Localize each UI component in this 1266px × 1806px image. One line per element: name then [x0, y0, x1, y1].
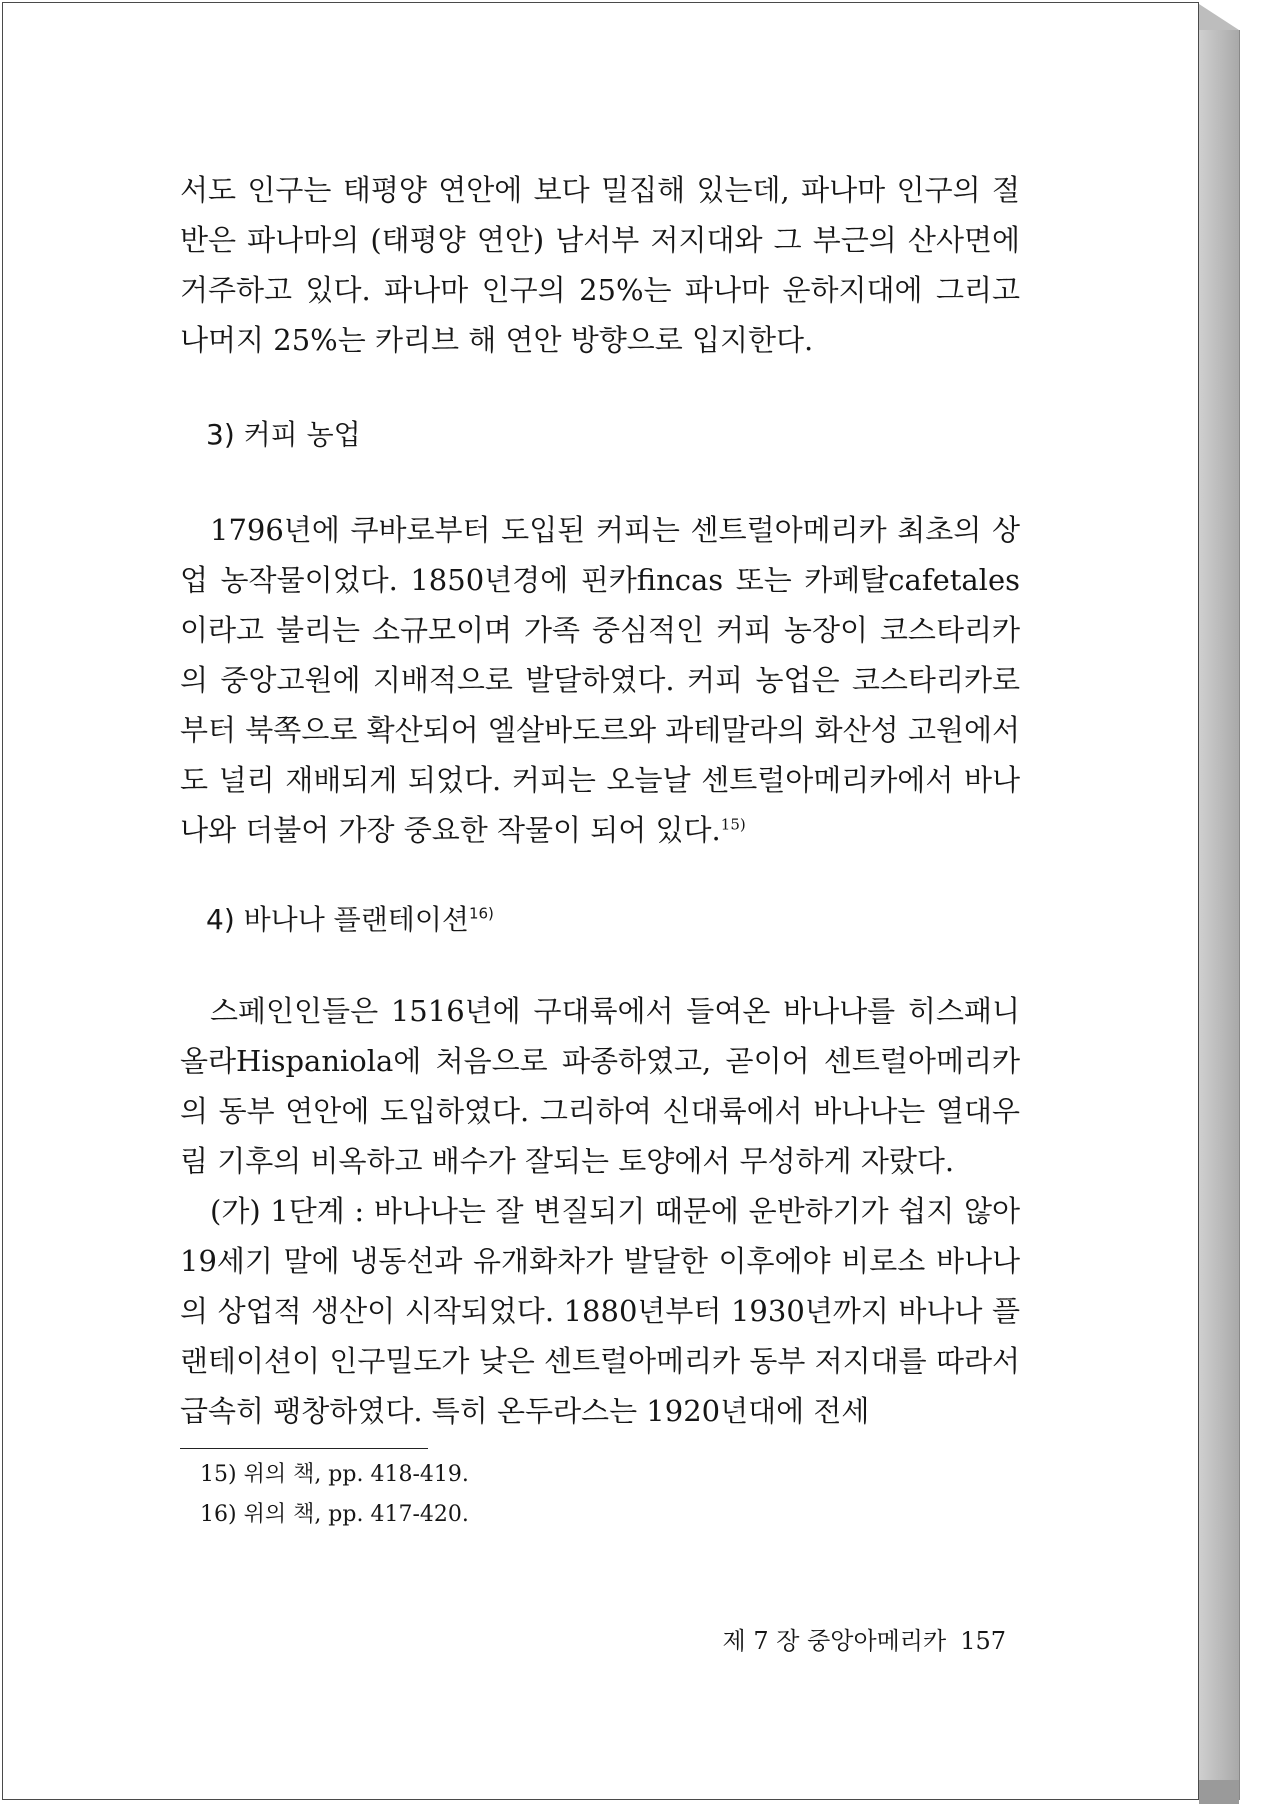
paragraph-coffee: 1796년에 쿠바로부터 도입된 커피는 센트럴아메리카 최초의 상업 농작물이었다. 1850년경에 핀카fincas 또는 카페탈cafetales이라고 불리는 소규모이며 가족 중심적인 커피 농장이 코스타리카의 중앙고원에 지배적으로 발달하였다. 커피 농업은 코스타리카로부터 북쪽으로 확산되어 엘살바도르와 과테말라의 화산성 고원에서도 널리 재배되게 되었다. 커피는 오늘날 센트럴아메리카에서 바나나와 더불어 가장 중요한 작물이 되어 있다.$^{15)}$ [180, 513, 1020, 847]
paragraph-banana-stage1: (가) 1단계 : 바나나는 잘 변질되기 때문에 운반하기가 쉽지 않아 19세기 말에 냉동선과 유개화차가 발달한 이후에야 비로소 바나나의 상업적 생산이 시작되었다. 1880년부터 1930년까지 바나나 플랜테이션이 인구밀도가 낮은 센트럴아메리카 동부 저지대를 따라서 급속히 팽창하였다. 특히 온두라스는 1920년대에 전세 [180, 1194, 1020, 1428]
page-number: 157 [960, 1627, 1006, 1655]
page-edge-shadow [1199, 4, 1239, 30]
section-heading-banana: 4) 바나나 플랜테이션$^{16)}$ [206, 903, 494, 936]
page-footer [706, 1621, 1006, 1661]
footnote-divider [180, 1448, 428, 1449]
section-heading-coffee: 3) 커피 농업 [206, 418, 361, 451]
page-bottom-shadow [1199, 1780, 1239, 1804]
footnote-15: 15) 위의 책, pp. 418-419. [200, 1462, 469, 1487]
chapter-title: 제 7 장 중앙아메리카 [722, 1627, 947, 1655]
paragraph-panama-population: 서도 인구는 태평양 연안에 보다 밀집해 있는데, 파나마 인구의 절반은 파나마의 (태평양 연안) 남서부 저지대와 그 부근의 산사면에 거주하고 있다. 파나마 인구의 25%는 파나마 운하지대에 그리고 나머지 25%는 카리브 해 연안 방향으로 입지한다. [180, 173, 1020, 357]
paragraph-banana-intro: 스페인인들은 1516년에 구대륙에서 들여온 바나나를 히스패니올라Hispaniola에 처음으로 파종하였고, 곧이어 센트럴아메리카의 동부 연안에 도입하였다. 그리하여 신대륙에서 바나나는 열대우림 기후의 비옥하고 배수가 잘되는 토양에서 무성하게 자랐다. [180, 994, 1020, 1178]
footnote-ref-16[interactable]: 16) [468, 904, 494, 923]
page-side-shadow [1199, 30, 1240, 1800]
footnote-16: 16) 위의 책, pp. 417-420. [200, 1502, 469, 1527]
page-content [180, 165, 1020, 1535]
footnote-ref-15[interactable]: 15) [720, 815, 746, 834]
